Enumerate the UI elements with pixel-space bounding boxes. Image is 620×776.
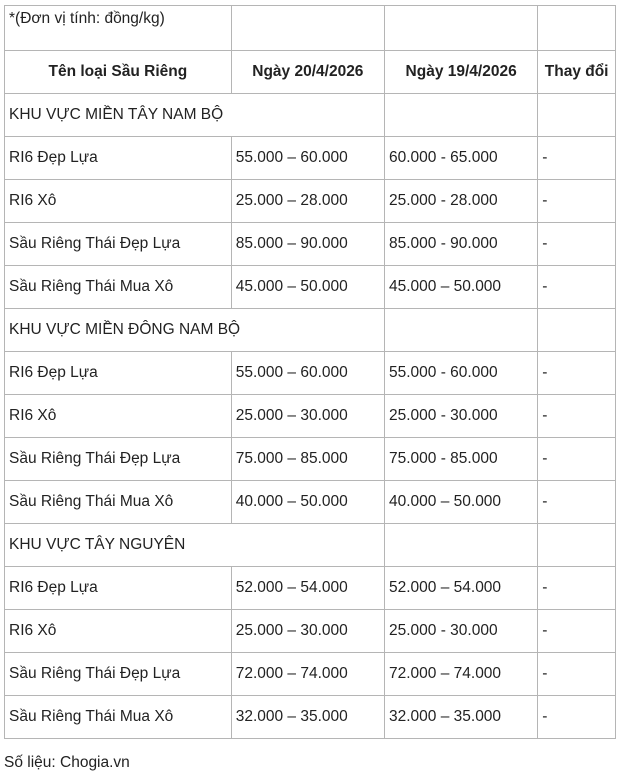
price-today: 40.000 – 50.000 — [231, 481, 384, 524]
region-row — [5, 524, 616, 567]
header-row — [5, 51, 616, 94]
price-yesterday: 52.000 – 54.000 — [385, 567, 538, 610]
variety-name: Sầu Riêng Thái Mua Xô — [5, 481, 232, 524]
unit-note: *(Đơn vị tính: đồng/kg) — [5, 6, 232, 51]
variety-name: RI6 Đẹp Lựa — [5, 567, 232, 610]
variety-name: Sầu Riêng Thái Mua Xô — [5, 266, 232, 309]
price-change: - — [538, 223, 616, 266]
price-today: 32.000 – 35.000 — [231, 696, 384, 739]
region-row — [5, 94, 616, 137]
variety-name: RI6 Đẹp Lựa — [5, 137, 232, 180]
price-yesterday: 32.000 – 35.000 — [385, 696, 538, 739]
region-name: KHU VỰC MIỀN TÂY NAM BỘ — [5, 94, 385, 137]
empty-cell — [385, 94, 538, 137]
price-today: 85.000 – 90.000 — [231, 223, 384, 266]
empty-cell — [231, 6, 384, 51]
variety-name: Sầu Riêng Thái Đẹp Lựa — [5, 653, 232, 696]
price-yesterday: 60.000 - 65.000 — [385, 137, 538, 180]
price-change: - — [538, 395, 616, 438]
empty-cell — [385, 6, 538, 51]
price-yesterday: 25.000 - 30.000 — [385, 610, 538, 653]
region-name: KHU VỰC MIỀN ĐÔNG NAM BỘ — [5, 309, 385, 352]
table-row — [5, 395, 616, 438]
table-row — [5, 653, 616, 696]
empty-cell — [538, 309, 616, 352]
price-change: - — [538, 137, 616, 180]
price-today: 25.000 – 30.000 — [231, 395, 384, 438]
variety-name: Sầu Riêng Thái Đẹp Lựa — [5, 438, 232, 481]
empty-cell — [385, 524, 538, 567]
variety-name: RI6 Xô — [5, 610, 232, 653]
price-yesterday: 72.000 – 74.000 — [385, 653, 538, 696]
price-change: - — [538, 266, 616, 309]
price-today: 55.000 – 60.000 — [231, 137, 384, 180]
price-change: - — [538, 180, 616, 223]
price-today: 55.000 – 60.000 — [231, 352, 384, 395]
table-row — [5, 352, 616, 395]
price-change: - — [538, 352, 616, 395]
empty-cell — [538, 6, 616, 51]
header-variety: Tên loại Sầu Riêng — [5, 51, 232, 94]
price-yesterday: 75.000 - 85.000 — [385, 438, 538, 481]
table-row — [5, 481, 616, 524]
price-change: - — [538, 567, 616, 610]
empty-cell — [538, 524, 616, 567]
source-note: Số liệu: Chogia.vn — [4, 754, 130, 771]
table-row — [5, 438, 616, 481]
variety-name: RI6 Xô — [5, 180, 232, 223]
price-today: 75.000 – 85.000 — [231, 438, 384, 481]
price-today: 52.000 – 54.000 — [231, 567, 384, 610]
price-yesterday: 85.000 - 90.000 — [385, 223, 538, 266]
table-row — [5, 180, 616, 223]
table-row — [5, 610, 616, 653]
empty-cell — [538, 94, 616, 137]
price-change: - — [538, 610, 616, 653]
price-yesterday: 40.000 – 50.000 — [385, 481, 538, 524]
durian-price-table — [4, 5, 616, 739]
price-today: 72.000 – 74.000 — [231, 653, 384, 696]
price-today: 45.000 – 50.000 — [231, 266, 384, 309]
table-body — [5, 6, 616, 739]
region-row — [5, 309, 616, 352]
header-date-today: Ngày 20/4/2026 — [231, 51, 384, 94]
price-yesterday: 45.000 – 50.000 — [385, 266, 538, 309]
variety-name: Sầu Riêng Thái Đẹp Lựa — [5, 223, 232, 266]
table-row — [5, 266, 616, 309]
price-change: - — [538, 438, 616, 481]
price-change: - — [538, 481, 616, 524]
table-row — [5, 223, 616, 266]
variety-name: RI6 Xô — [5, 395, 232, 438]
price-today: 25.000 – 28.000 — [231, 180, 384, 223]
price-change: - — [538, 696, 616, 739]
variety-name: Sầu Riêng Thái Mua Xô — [5, 696, 232, 739]
price-today: 25.000 – 30.000 — [231, 610, 384, 653]
header-date-yesterday: Ngày 19/4/2026 — [385, 51, 538, 94]
table-row — [5, 696, 616, 739]
table-row — [5, 567, 616, 610]
empty-cell — [385, 309, 538, 352]
price-yesterday: 55.000 - 60.000 — [385, 352, 538, 395]
price-change: - — [538, 653, 616, 696]
price-yesterday: 25.000 - 28.000 — [385, 180, 538, 223]
price-yesterday: 25.000 - 30.000 — [385, 395, 538, 438]
header-change: Thay đổi — [538, 51, 616, 94]
unit-note-row — [5, 6, 616, 51]
variety-name: RI6 Đẹp Lựa — [5, 352, 232, 395]
table-row — [5, 137, 616, 180]
region-name: KHU VỰC TÂY NGUYÊN — [5, 524, 385, 567]
